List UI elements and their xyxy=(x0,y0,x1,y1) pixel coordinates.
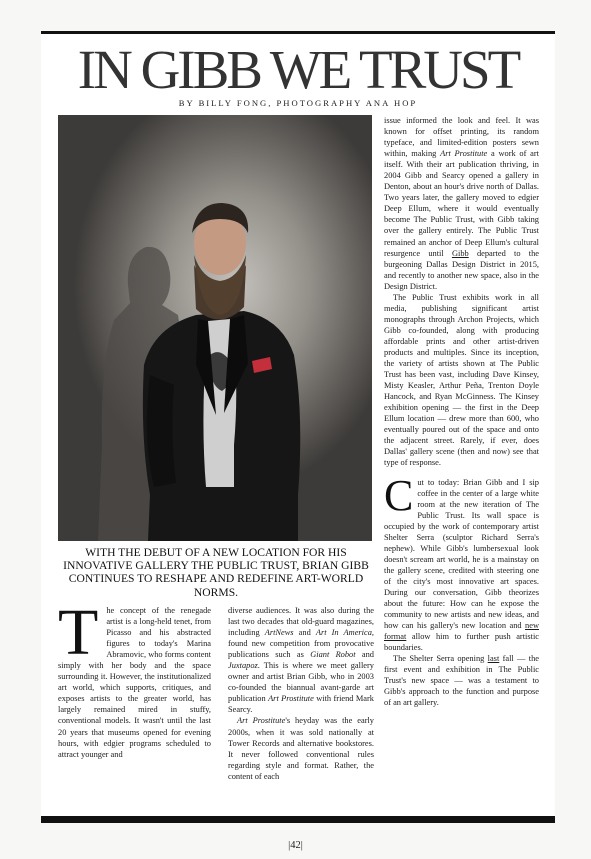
drop-cap: C xyxy=(384,470,414,520)
paragraph-text: he concept of the renegade artist is a long-held tenet, from Picasso and his abstracted figures to today's Marina Abramovic, who forms content simply with her body and the space surrounding it. However, the institutionalized art world, which supports, critiques, and exposes artists to the greater world, has largely remained mired in stuffy, conventional models. It wasn't until the last 20 years that museums opened for evening hours, with edgier programs scheduled to attract younger and xyxy=(58,606,211,759)
column-1 xyxy=(58,596,211,760)
column-2 xyxy=(228,605,374,782)
drop-cap: T xyxy=(58,596,99,669)
paragraph: The Shelter Serra opening last fall — the first event and exhibition in The Public Trust's new space — was a testament to Gibb's approach to the function and purpose of an art gallery. xyxy=(384,654,539,708)
paragraph: Cut to today: Brian Gibb and I sip coffee in the center of a large white room at the new iteration of The Public Trust. Its wall space is occupied by the work of contemporary artist Shelter Serra (sculptor Richard Serra's nephew). While Gibb's lumbersexual look doesn't scream art world, he is a mainstay on the gallery scene, credited with steering one of the city's most innovative art spaces. During our conversation, Gibb theorizes about the future: How can he expose the community to new artists and new ideas, and how can his gallery's new location and new format allow him to further push artistic boundaries. xyxy=(384,470,539,653)
article-page xyxy=(41,31,555,823)
column-3 xyxy=(384,115,539,708)
byline: BY BILLY FONG, PHOTOGRAPHY ANA HOP xyxy=(178,98,418,108)
portrait-illustration xyxy=(58,115,372,541)
page-number: |42| xyxy=(288,840,303,851)
paragraph: issue informed the look and feel. It was known for offset printing, its random typeface, and limited-edition posters sewn within, making Art Prostitute a work of art itself. With their art publication thriving, in 2004 Gibb and Searcy opened a gallery in Denton, about an hour's drive north of Dallas. Two years later, the gallery moved to edgier Deep Ellum, where it would eventually become The Public Trust, with Gibb taking over the gallery entirely. The Public Trust remained an anchor of Deep Ellum's cultural resurgence until Gibb departed to the burgeoning Dallas Design District in 2015, and recently to another new space, also in the Design District. xyxy=(384,116,539,291)
paragraph xyxy=(58,596,211,760)
portrait-photo xyxy=(58,115,372,541)
paragraph: diverse audiences. It was also during the last two decades that old-guard magazines, including ArtNews and Art In America, found new competition from provocative publications such as Giant Robot and Juxtapoz. This is where we meet gallery owner and artist Brian Gibb, who in 2003 co-founded the biannual avant-garde art publication Art Prostitute with friend Mark Searcy. xyxy=(228,606,374,715)
paragraph: The Public Trust exhibits work in all media, publishing significant artist monographs through Archon Projects, which Gibb co-founded, along with producing affordable prints and other artist-driven products and multiples. Since its inception, the variety of artists shown at The Public Trust has been vast, including Dave Kinsey, Misty Keasler, Arthur Peña, Trenton Doyle Hancock, and Ryan McGinness. The Kinsey exhibition opening — the first in the Deep Ellum location — drew more than 600, who eventually poured out of the space and onto the adjacent street. Rarely, if ever, does Dallas' gallery scene (then and now) see that type of response. xyxy=(384,292,539,468)
article-subhead: WITH THE DEBUT OF A NEW LOCATION FOR HIS INNOVATIVE GALLERY THE PUBLIC TRUST, BRIAN GIBB CONTINUES TO RESHAPE AND REDEFINE ART-WORLD NORMS. xyxy=(63,546,369,599)
paragraph: Art Prostitute's heyday was the early 2000s, when it was sold nationally at Tower Records and alternative bookstores. It never followed conventional rules regarding style and format. Rather, the content of each xyxy=(228,716,374,781)
article-title: IN GIBB WE TRUST xyxy=(77,39,519,100)
